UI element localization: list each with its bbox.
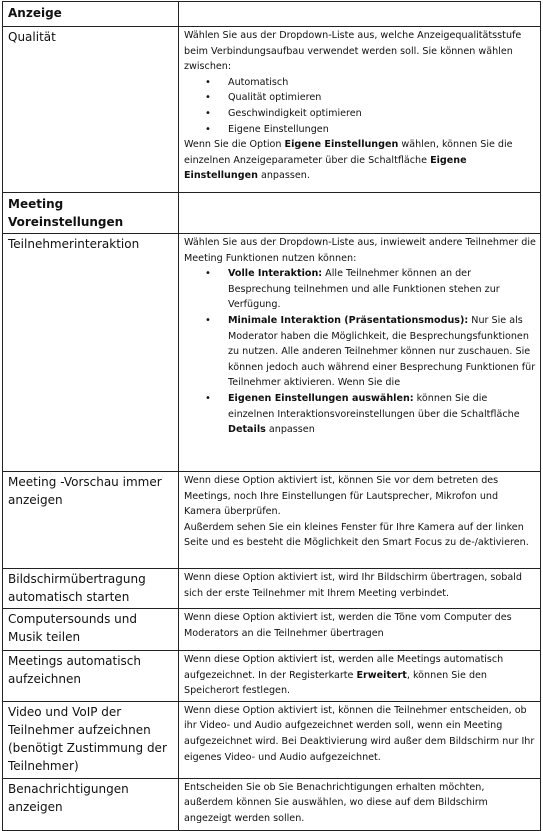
setting-description (179, 27, 541, 193)
table-row (3, 472, 541, 569)
bullet-icon: • (205, 268, 211, 280)
setting-label: Qualität (3, 27, 179, 193)
setting-label: Teilnehmerinteraktion (3, 234, 179, 472)
table-row (3, 569, 541, 609)
setting-description: Wenn diese Option aktiviert ist, wird Ihr Bildschirm übertragen, sobald sich der erste Teilnehmer mit Ihrem Meeting verbindet. (179, 569, 541, 609)
section-header-row (3, 2, 541, 27)
bullet-icon: • (205, 76, 211, 88)
table-row (3, 234, 541, 472)
option-list (184, 266, 536, 438)
table-row (3, 778, 541, 830)
list-item: • Eigenen Einstellungen auswählen: können Sie die einzelnen Interaktionsvoreinstellungen über die Schaltfläche Details anpassen (205, 392, 520, 436)
list-item: • Automatisch (228, 75, 536, 91)
list-item: • Volle Interaktion: Alle Teilnehmer können an der Besprechung teilnehmen und alle Funktionen stehen zur Verfügung. (205, 268, 500, 311)
intro-text: Wählen Sie aus der Dropdown-Liste aus, welche Anzeigequalitätsstufe beim Verbindungsaufbau verwendet werden soll. Sie können wählen zwischen: (184, 30, 522, 73)
settings-table (2, 1, 541, 831)
intro-text: Wählen Sie aus der Dropdown-Liste aus, inwieweit andere Teilnehmer die Meeting Funktionen nutzen können: (184, 237, 536, 264)
list-item: • Geschwindigkeit optimieren (228, 106, 536, 122)
setting-description: Wenn diese Option aktiviert ist, können die Teilnehmer entscheiden, ob ihr Video- und Audio aufgezeichnet werden soll, wenn ein Meeting aufgezeichnet wird. Bei Deaktivierung wird außer dem Bildschirm nur Ihr eigenes Video- und Audio aufgezeichnet. (179, 701, 541, 778)
setting-description: Entscheiden Sie ob Sie Benachrichtigungen erhalten möchten, außerdem können Sie auswählen, wo diese auf dem Bildschirm angezeigt werden sollen. (179, 778, 541, 830)
bullet-icon: • (205, 92, 211, 104)
setting-label: Meeting -Vorschau immer anzeigen (3, 472, 179, 569)
section-header-row (3, 193, 541, 234)
outro-text: Wenn Sie die Option Eigene Einstellungen wählen, können Sie die einzelnen Anzeigeparameter über die Schaltfläche Eigene Einstellungen anpassen. (184, 139, 513, 182)
table-row (3, 609, 541, 651)
section-title-meeting: Meeting Voreinstellungen (3, 193, 179, 234)
setting-description: Wenn diese Option aktiviert ist, können Sie vor dem betreten des Meetings, noch Ihre Einstellungen für Lautsprecher, Mikrofon und Kamera überprüfen. Außerdem sehen Sie ein kleines Fenster für Ihre Kamera auf der linken Seite und es besteht die Möglichkeit den Smart Focus zu de-/aktivieren. (179, 472, 541, 569)
setting-description (179, 234, 541, 472)
setting-label: Benachrichtigungen anzeigen (3, 778, 179, 830)
option-list (184, 75, 536, 137)
setting-description: Wenn diese Option aktiviert ist, werden alle Meetings automatisch aufgezeichnet. In der Registerkarte Erweitert, können Sie den Speicherort festlegen. (179, 651, 541, 702)
bullet-icon: • (205, 392, 211, 404)
list-item: • Minimale Interaktion (Präsentationsmodus): Nur Sie als Moderator haben die Möglichkeit, die Besprechungsfunktionen zu nutzen. Alle anderen Teilnehmer können nur zuschauen. Sie können jedoch auch während einer Besprechung Funktionen für Teilnehmer aktivieren. Wenn Sie die (205, 314, 536, 389)
table-row (3, 27, 541, 193)
setting-label: Meetings automatisch aufzeichnen (3, 651, 179, 702)
bullet-icon: • (205, 107, 211, 119)
setting-description: Wenn diese Option aktiviert ist, werden die Töne vom Computer des Moderators an die Teilnehmer übertragen (179, 609, 541, 651)
bullet-icon: • (205, 123, 211, 135)
table-row (3, 701, 541, 778)
empty-cell (179, 193, 541, 234)
list-item: • Qualität optimieren (228, 90, 536, 106)
section-title-anzeige: Anzeige (3, 2, 179, 27)
list-item: • Eigene Einstellungen (228, 122, 536, 138)
bullet-icon: • (205, 314, 211, 326)
setting-label: Video und VoIP der Teilnehmer aufzeichnen (benötigt Zustimmung der Teilnehmer) (3, 701, 179, 778)
setting-label: Computersounds und Musik teilen (3, 609, 179, 651)
empty-cell (179, 2, 541, 27)
table-row (3, 651, 541, 702)
setting-label: Bildschirmübertragung automatisch starten (3, 569, 179, 609)
